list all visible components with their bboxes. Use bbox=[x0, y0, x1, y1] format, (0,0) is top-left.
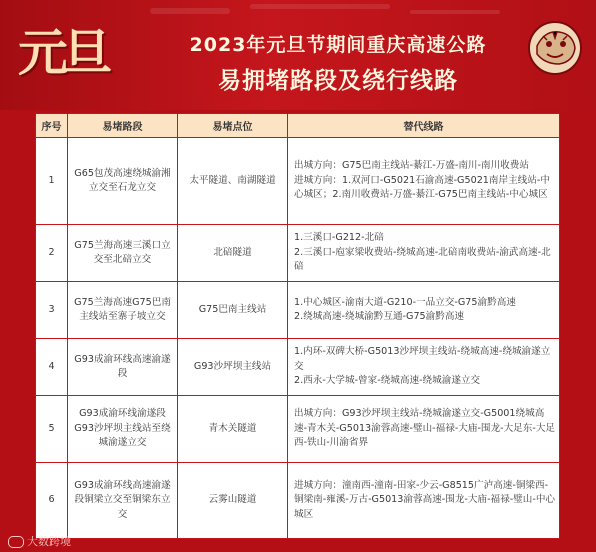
route-line: 1.三溪口-G212-北碚 bbox=[294, 232, 384, 244]
decorative-ribbon bbox=[410, 10, 500, 14]
row-number: 6 bbox=[36, 463, 68, 539]
column-header-segment: 易堵路段 bbox=[68, 114, 178, 138]
row-point: G75巴南主线站 bbox=[178, 282, 288, 339]
route-line: 出城方向：G75巴南主线站-綦江-万盛-南川-南川收费站 bbox=[294, 160, 529, 172]
calligraphy-logo: 元旦 bbox=[18, 23, 106, 82]
row-number: 2 bbox=[36, 225, 68, 282]
route-line: 1.中心城区-渝南大道-G210-一品立交-G75渝黔高速 bbox=[294, 296, 516, 308]
row-segment: G75兰海高速G75巴南主线站至寨子坡立交 bbox=[68, 282, 178, 339]
row-routes bbox=[288, 138, 560, 225]
row-routes bbox=[288, 282, 560, 339]
table-row bbox=[36, 138, 560, 225]
route-line: 2.西永-大学城-曾家-绕城高速-绕城渝遂立交 bbox=[294, 375, 481, 387]
route-line: 进城方向：潼南西-潼南-田家-少云-G8515广泸高速-铜梁西-铜梁南-雍溪-万古-G5013渝蓉高速-围龙-大庙-福禄-璧山-中心城区 bbox=[294, 479, 556, 520]
title-line-2: 易拥堵路段及绕行线路 bbox=[218, 68, 458, 94]
row-routes bbox=[288, 463, 560, 539]
row-point: 云雾山隧道 bbox=[178, 463, 288, 539]
row-number: 5 bbox=[36, 396, 68, 463]
route-line: 进城方向：1.双河口-G5021石渝高速-G5021南岸主线站-中心城区；2.南川收费站-万盛-綦江-G75巴南主线站-中心城区 bbox=[294, 174, 550, 201]
table-row bbox=[36, 282, 560, 339]
route-line: 1.内环-双碑大桥-G5013沙坪坝主线站-绕城高速-绕城渝遂立交 bbox=[294, 346, 551, 372]
row-segment: G93成渝环线渝遂段G93沙坪坝主线站至绕城渝遂立交 bbox=[68, 396, 178, 463]
row-number: 1 bbox=[36, 138, 68, 225]
row-segment: G65包茂高速绕城渝湘立交至石龙立交 bbox=[68, 138, 178, 225]
row-number: 4 bbox=[36, 339, 68, 396]
row-point: 太平隧道、南湖隧道 bbox=[178, 138, 288, 225]
row-point: 北碚隧道 bbox=[178, 225, 288, 282]
row-point: G93沙坪坝主线站 bbox=[178, 339, 288, 396]
congestion-table bbox=[35, 113, 560, 538]
row-routes bbox=[288, 225, 560, 282]
decorative-ribbon bbox=[250, 4, 390, 9]
watermark bbox=[8, 533, 71, 549]
route-line: 2.绕城高速-绕城渝黔互通-G75渝黔高速 bbox=[294, 311, 465, 322]
tiger-icon bbox=[525, 18, 585, 78]
row-segment: G93成渝环线高速渝遂段铜梁立交至铜梁东立交 bbox=[68, 463, 178, 539]
decorative-ribbon bbox=[150, 8, 230, 14]
route-line: 2.三溪口-庖家梁收费站-绕城高速-北碚南收费站-渝武高速-北碚 bbox=[294, 246, 551, 273]
table-row bbox=[36, 396, 560, 463]
table-row bbox=[36, 225, 560, 282]
row-number: 3 bbox=[36, 282, 68, 339]
row-point: 青木关隧道 bbox=[178, 396, 288, 463]
table-header-row bbox=[36, 114, 560, 138]
row-segment: G75兰海高速三溪口立交至北碚立交 bbox=[68, 225, 178, 282]
column-header-point: 易堵点位 bbox=[178, 114, 288, 138]
row-routes bbox=[288, 339, 560, 396]
row-segment: G93成渝环线高速渝遂段 bbox=[68, 339, 178, 396]
table-row bbox=[36, 463, 560, 539]
route-line: 出城方向：G93沙坪坝主线站-绕城渝遂立交-G5001绕城高速-青木关-G5013渝蓉高速-璧山-福禄-大庙-围龙-大足东-大足西-铁山-川渝省界 bbox=[294, 408, 556, 449]
watermark-logo-icon bbox=[8, 536, 24, 548]
title-line-1: 2023年元旦节期间重庆高速公路 bbox=[189, 34, 487, 56]
watermark-text: 大数跨境 bbox=[27, 535, 71, 548]
column-header-number: 序号 bbox=[36, 114, 68, 138]
row-routes bbox=[288, 396, 560, 463]
table-row bbox=[36, 339, 560, 396]
header-banner bbox=[0, 0, 596, 110]
column-header-routes: 替代线路 bbox=[288, 114, 560, 138]
